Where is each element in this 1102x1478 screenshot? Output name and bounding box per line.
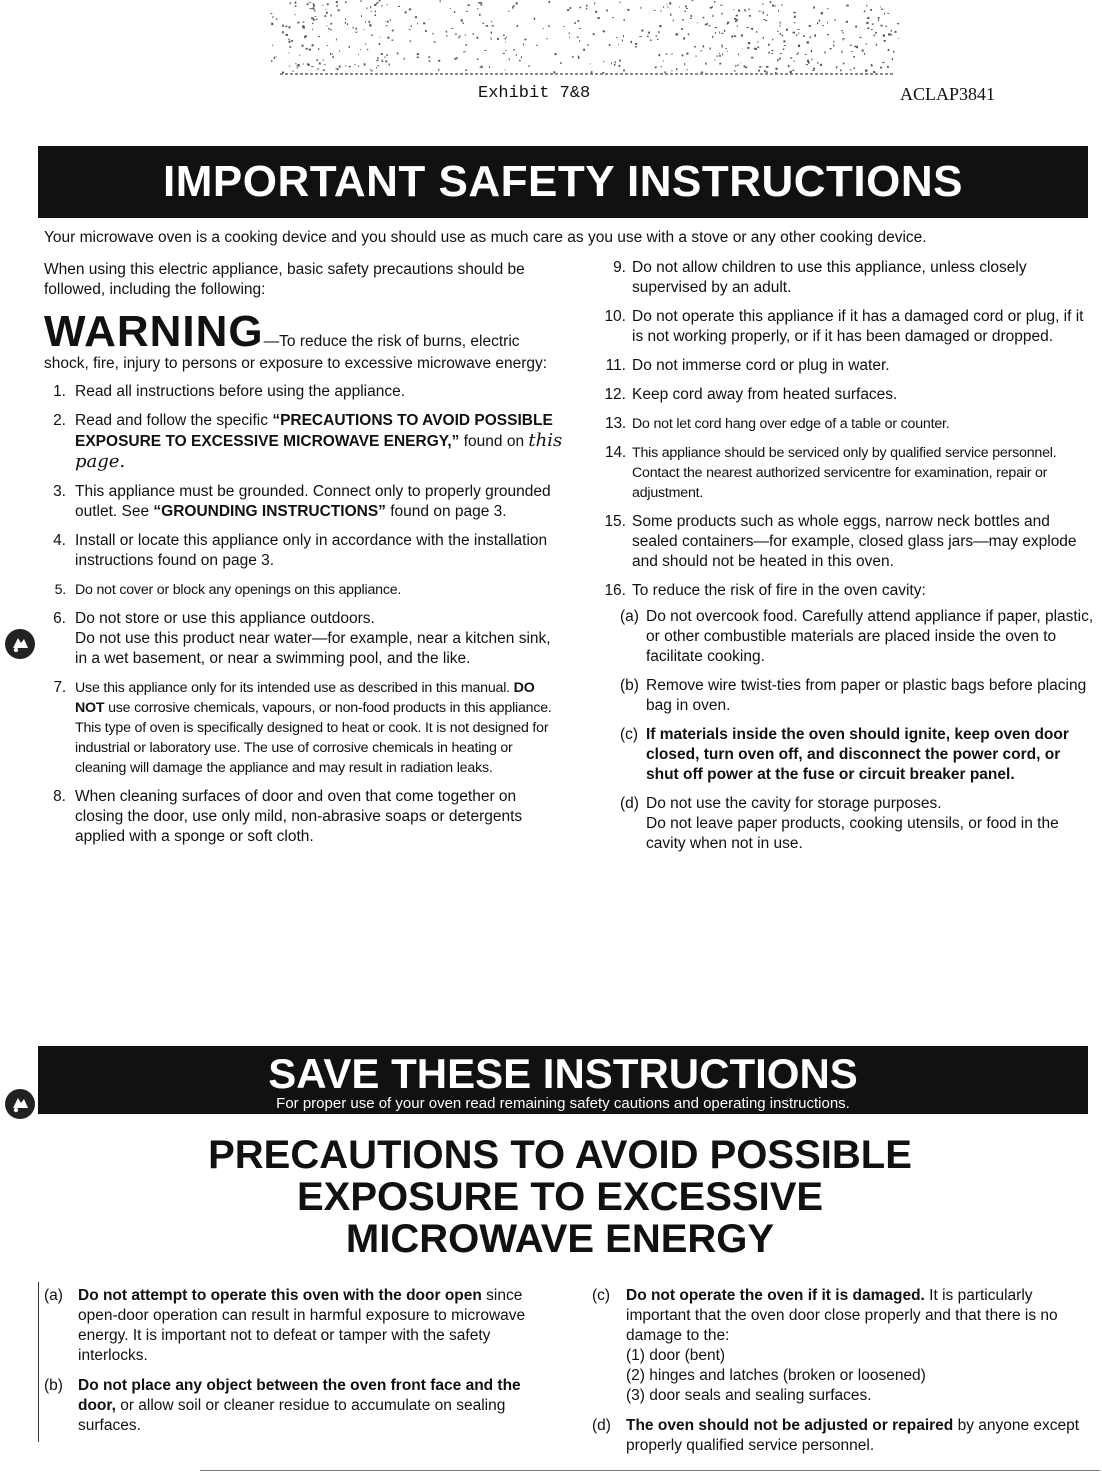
save-title: SAVE THESE INSTRUCTIONS xyxy=(268,1050,858,1097)
margin-rule xyxy=(38,1282,39,1442)
precaution-item: (b) Do not place any object between the oven front face and the door, or allow soil or cleaner residue to accumulate on sealing surfaces. xyxy=(44,1377,521,1434)
list-item: 1. Read all instructions before using the appliance. xyxy=(53,383,406,400)
lead-paragraph: When using this electric appliance, basic safety precautions should be followed, including the following: xyxy=(44,261,525,298)
exhibit-label: Exhibit 7&8 xyxy=(478,84,591,103)
save-instructions-banner xyxy=(38,1046,1088,1114)
page-bottom-rule xyxy=(200,1470,1100,1471)
list-item: 15. Some products such as whole eggs, narrow neck bottles and sealed containers—for example, closed glass jars—may explode and should not be heated in this oven. xyxy=(604,513,1077,570)
sub-item: (b) Remove wire twist-ties from paper or plastic bags before placing bag in oven. xyxy=(620,677,1087,714)
precaution-item: (c) Do not operate the oven if it is damaged. It is particularly important that the oven door close properly and that there is no damage to the: (1) door (bent) (2) hinges and latches (broken or loosened) (3) door seals and sealing surfaces. xyxy=(592,1287,1058,1404)
list-item: 8. When cleaning surfaces of door and oven that come together on closing the door, use only mild, non-abrasive soaps or detergents applied with a sponge or soft cloth. xyxy=(53,788,523,845)
precautions-left-column xyxy=(44,1286,554,1446)
list-item: 4. Install or locate this appliance only in accordance with the installation instructions found on page 3. xyxy=(53,532,548,569)
save-subtitle: For proper use of your oven read remaining safety cautions and operating instructions. xyxy=(276,1095,850,1112)
precaution-item: (d) The oven should not be adjusted or repaired by anyone except properly qualified service personnel. xyxy=(592,1417,1080,1454)
list-item: 11. Do not immerse cord or plug in water. xyxy=(605,357,890,374)
left-column xyxy=(44,260,564,856)
list-item: 10. Do not operate this appliance if it has a damaged cord or plug, if it is not working properly, or if it has been damaged or dropped. xyxy=(604,308,1084,345)
list-item: 2. Read and follow the specific “PRECAUTIONS TO AVOID POSSIBLE EXPOSURE TO EXCESSIVE MICROWAVE ENERGY,” found on this page. xyxy=(53,412,563,472)
list-item: 12. Keep cord away from heated surfaces. xyxy=(604,386,898,403)
warning-text: —To reduce the risk of burns, electric shock, fire, injury to persons or exposure to excessive microwave energy: xyxy=(44,333,548,372)
handwritten-note: this page. xyxy=(75,430,563,472)
sub-item: (a) Do not overcook food. Carefully attend appliance if paper, plastic, or other combustible materials are placed inside the oven to facilitate cooking. xyxy=(620,608,1094,665)
precaution-item: (a) Do not attempt to operate this oven with the door open since open-door operation can result in harmful exposure to microwave energy. It is important not to defeat or tamper with the safety interlocks. xyxy=(44,1287,526,1364)
sub-item: (c) If materials inside the oven should ignite, keep oven door closed, turn oven off, and disconnect the power cord, or shut off power at the fuse or circuit breaker panel. xyxy=(620,726,1069,783)
banner-title: IMPORTANT SAFETY INSTRUCTIONS xyxy=(163,157,963,206)
document-code: ACLAP3841 xyxy=(900,84,996,104)
list-item: 6. Do not store or use this appliance outdoors. Do not use this product near water—for example, near a kitchen sink, in a wet basement, or near a swimming pool, and the like. xyxy=(53,610,551,667)
intro-text: Your microwave oven is a cooking device and you should use as much care as you use with a stove or any other cooking device. xyxy=(44,229,927,246)
list-item: 9. Do not allow children to use this appliance, unless closely supervised by an adult. xyxy=(613,259,1027,296)
safety-tip-icon xyxy=(4,628,36,660)
right-column xyxy=(600,258,1095,863)
list-item: 14. This appliance should be serviced only by qualified service personnel. Contact the nearest authorized servicentre for examination, repair or adjustment. xyxy=(605,444,1057,501)
safety-banner xyxy=(38,146,1088,218)
sub-item: (d) Do not use the cavity for storage purposes. Do not leave paper products, cooking utensils, or food in the cavity when not in use. xyxy=(620,795,1059,852)
list-item: 16. To reduce the risk of fire in the oven cavity: xyxy=(604,582,926,599)
precautions-right-column xyxy=(592,1286,1097,1466)
list-item: 7. Use this appliance only for its intended use as described in this manual. DO NOT use corrosive chemicals, vapours, or non-food products in this appliance. This type of oven is specifically designed to heat or cook. It is not designed for industrial or laboratory use. The use of corrosive chemicals in heating or cleaning will damage the appliance and may result in radiation leaks. xyxy=(53,679,552,776)
precautions-heading: PRECAUTIONS TO AVOID POSSIBLE EXPOSURE TO EXCESSIVE MICROWAVE ENERGY xyxy=(208,1133,912,1261)
list-item: 3. This appliance must be grounded. Connect only to properly grounded outlet. See “GROUNDING INSTRUCTIONS” found on page 3. xyxy=(53,483,551,520)
warning-word: WARNING xyxy=(44,307,264,356)
scan-noise-header xyxy=(270,0,900,78)
list-item: 13. Do not let cord hang over edge of a table or counter. xyxy=(605,415,950,432)
list-item: 5. Do not cover or block any openings on this appliance. xyxy=(54,582,402,598)
warning-block xyxy=(44,307,564,374)
safety-tip-icon xyxy=(4,1088,36,1120)
